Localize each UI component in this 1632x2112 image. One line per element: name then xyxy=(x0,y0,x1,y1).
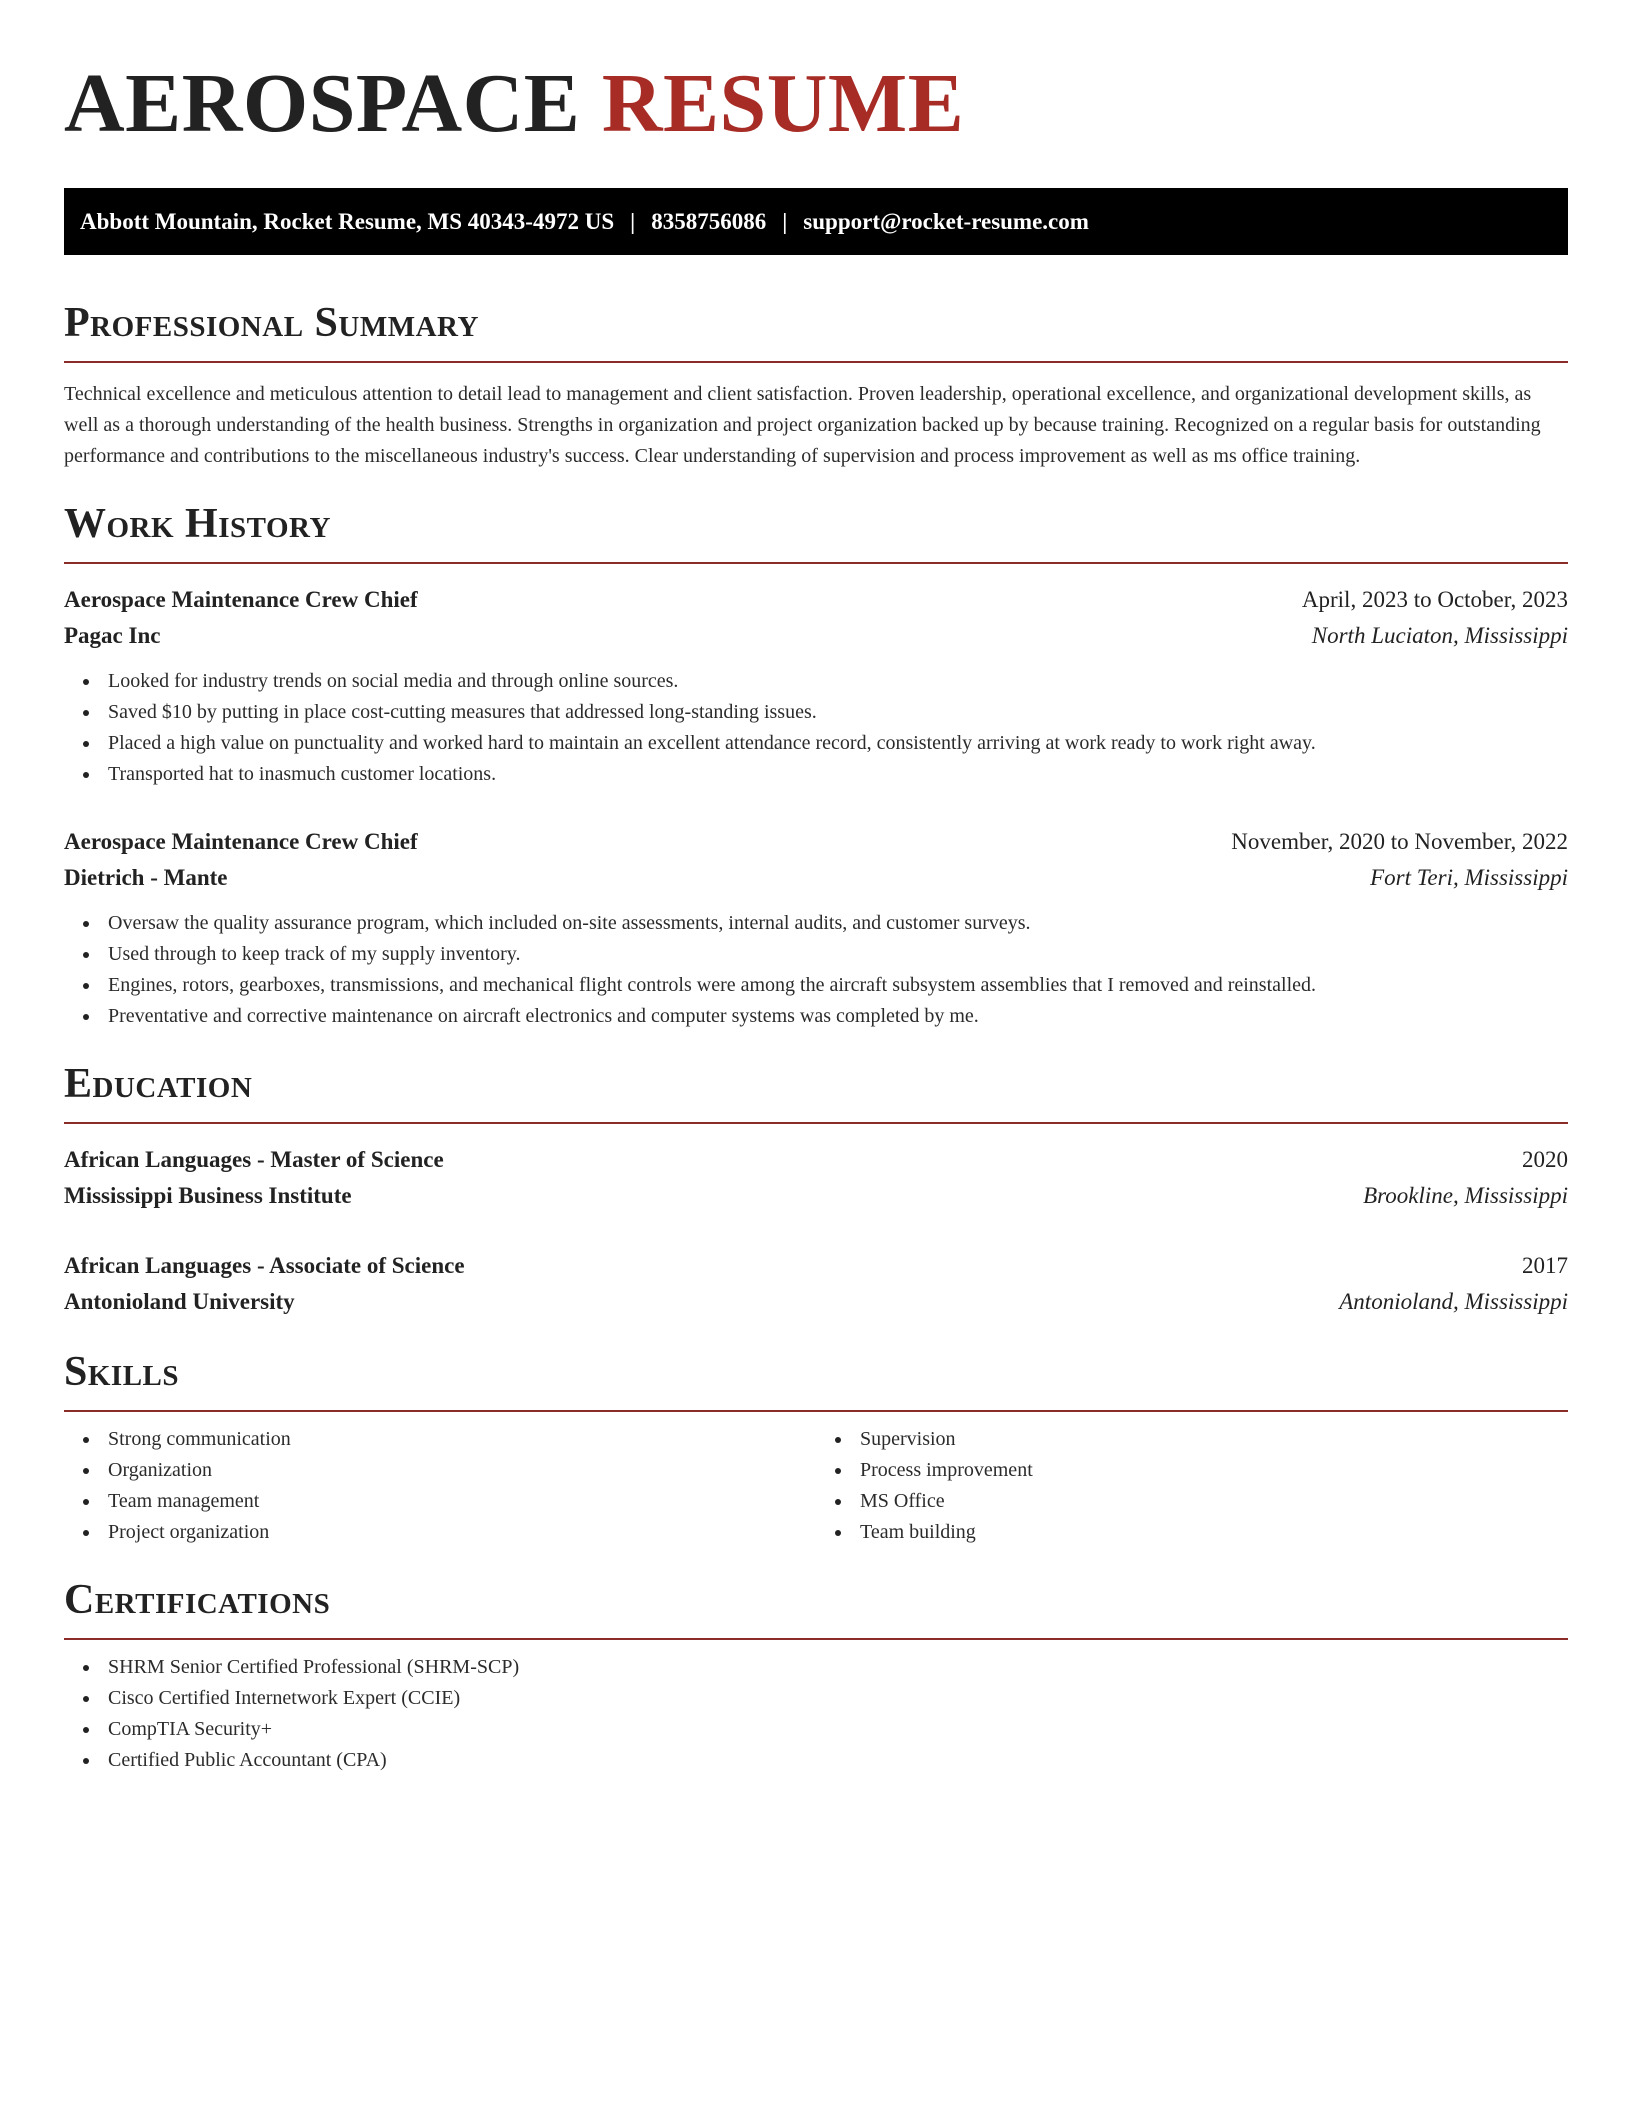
list-item: Transported hat to inasmuch customer locations. xyxy=(108,759,1568,790)
skill-item: Organization xyxy=(108,1455,816,1486)
summary-section xyxy=(64,299,1568,472)
section-heading: Education xyxy=(64,1060,1568,1124)
certification-item: SHRM Senior Certified Professional (SHRM-SCP) xyxy=(108,1652,1568,1683)
skill-item: Team building xyxy=(860,1517,1568,1548)
list-item: Looked for industry trends on social media and through online sources. xyxy=(108,666,1568,697)
skill-item: Team management xyxy=(108,1486,816,1517)
list-item: Used through to keep track of my supply inventory. xyxy=(108,939,1568,970)
certifications-list xyxy=(64,1652,1568,1776)
contact-separator: | xyxy=(782,208,788,234)
skills-list-right xyxy=(816,1424,1568,1548)
list-item: Preventative and corrective maintenance on aircraft electronics and computer systems was completed by me. xyxy=(108,1001,1568,1032)
job-company: Pagac Inc xyxy=(64,623,161,648)
list-item: Placed a high value on punctuality and worked hard to maintain an excellent attendance record, consistently arriving at work ready to work right away. xyxy=(108,728,1568,759)
job-entry xyxy=(64,582,1568,790)
section-heading: Skills xyxy=(64,1348,1568,1412)
skills-list-left xyxy=(64,1424,816,1548)
job-dates: November, 2020 to November, 2022 xyxy=(1231,829,1568,854)
degree: African Languages - Associate of Science xyxy=(64,1253,465,1278)
job-dates: April, 2023 to October, 2023 xyxy=(1301,587,1568,612)
list-item: Saved $10 by putting in place cost-cutting measures that addressed long-standing issues. xyxy=(108,697,1568,728)
job-title: Aerospace Maintenance Crew Chief xyxy=(64,587,418,612)
summary-text: Technical excellence and meticulous attention to detail lead to management and client satisfaction. Proven leadership, operational excellence, and organizational development skills, as well as a thorough understanding of the health business. Strengths in organization and project organization backed up by because training. Recognized on a regular basis for outstanding performance and contributions to the miscellaneous industry's success. Clear understanding of supervision and process improvement as well as ms office training. xyxy=(64,383,1541,467)
job-bullets xyxy=(64,908,1568,1032)
list-item: Engines, rotors, gearboxes, transmissions, and mechanical flight controls were among the aircraft subsystem assemblies that I removed and reinstalled. xyxy=(108,970,1568,1001)
section-heading: Work History xyxy=(64,500,1568,564)
school: Antonioland University xyxy=(64,1289,295,1314)
graduation-year: 2020 xyxy=(1522,1147,1568,1172)
skill-item: Supervision xyxy=(860,1424,1568,1455)
skill-item: Project organization xyxy=(108,1517,816,1548)
job-location: North Luciaton, Mississippi xyxy=(1311,623,1568,648)
job-company: Dietrich - Mante xyxy=(64,865,228,890)
title-main: AEROSPACE xyxy=(64,57,581,150)
section-heading: Certifications xyxy=(64,1576,1568,1640)
school: Mississippi Business Institute xyxy=(64,1183,352,1208)
skills-grid xyxy=(64,1424,1568,1548)
contact-bar xyxy=(64,188,1568,255)
job-location: Fort Teri, Mississippi xyxy=(1370,865,1568,890)
title-accent: RESUME xyxy=(601,57,965,150)
work-history-section xyxy=(64,500,1568,1032)
certification-item: Cisco Certified Internetwork Expert (CCIE) xyxy=(108,1683,1568,1714)
education-section xyxy=(64,1060,1568,1320)
contact-address: Abbott Mountain, Rocket Resume, MS 40343-4972 US xyxy=(80,208,615,234)
job-entry xyxy=(64,824,1568,1032)
school-location: Brookline, Mississippi xyxy=(1363,1183,1568,1208)
graduation-year: 2017 xyxy=(1522,1253,1568,1278)
contact-email[interactable]: support@rocket-resume.com xyxy=(803,208,1089,234)
certification-item: CompTIA Security+ xyxy=(108,1714,1568,1745)
education-entry xyxy=(64,1248,1568,1320)
contact-phone[interactable]: 8358756086 xyxy=(651,208,767,234)
school-location: Antonioland, Mississippi xyxy=(1339,1289,1568,1314)
job-bullets xyxy=(64,666,1568,790)
certifications-section xyxy=(64,1576,1568,1776)
certification-item: Certified Public Accountant (CPA) xyxy=(108,1745,1568,1776)
degree: African Languages - Master of Science xyxy=(64,1147,444,1172)
contact-separator: | xyxy=(630,208,636,234)
skill-item: Process improvement xyxy=(860,1455,1568,1486)
skill-item: Strong communication xyxy=(108,1424,816,1455)
skills-section xyxy=(64,1348,1568,1548)
skill-item: MS Office xyxy=(860,1486,1568,1517)
section-heading: Professional Summary xyxy=(64,299,1568,363)
education-entry xyxy=(64,1142,1568,1214)
list-item: Oversaw the quality assurance program, which included on-site assessments, internal audits, and customer surveys. xyxy=(108,908,1568,939)
resume-title xyxy=(64,56,1568,152)
job-title: Aerospace Maintenance Crew Chief xyxy=(64,829,418,854)
